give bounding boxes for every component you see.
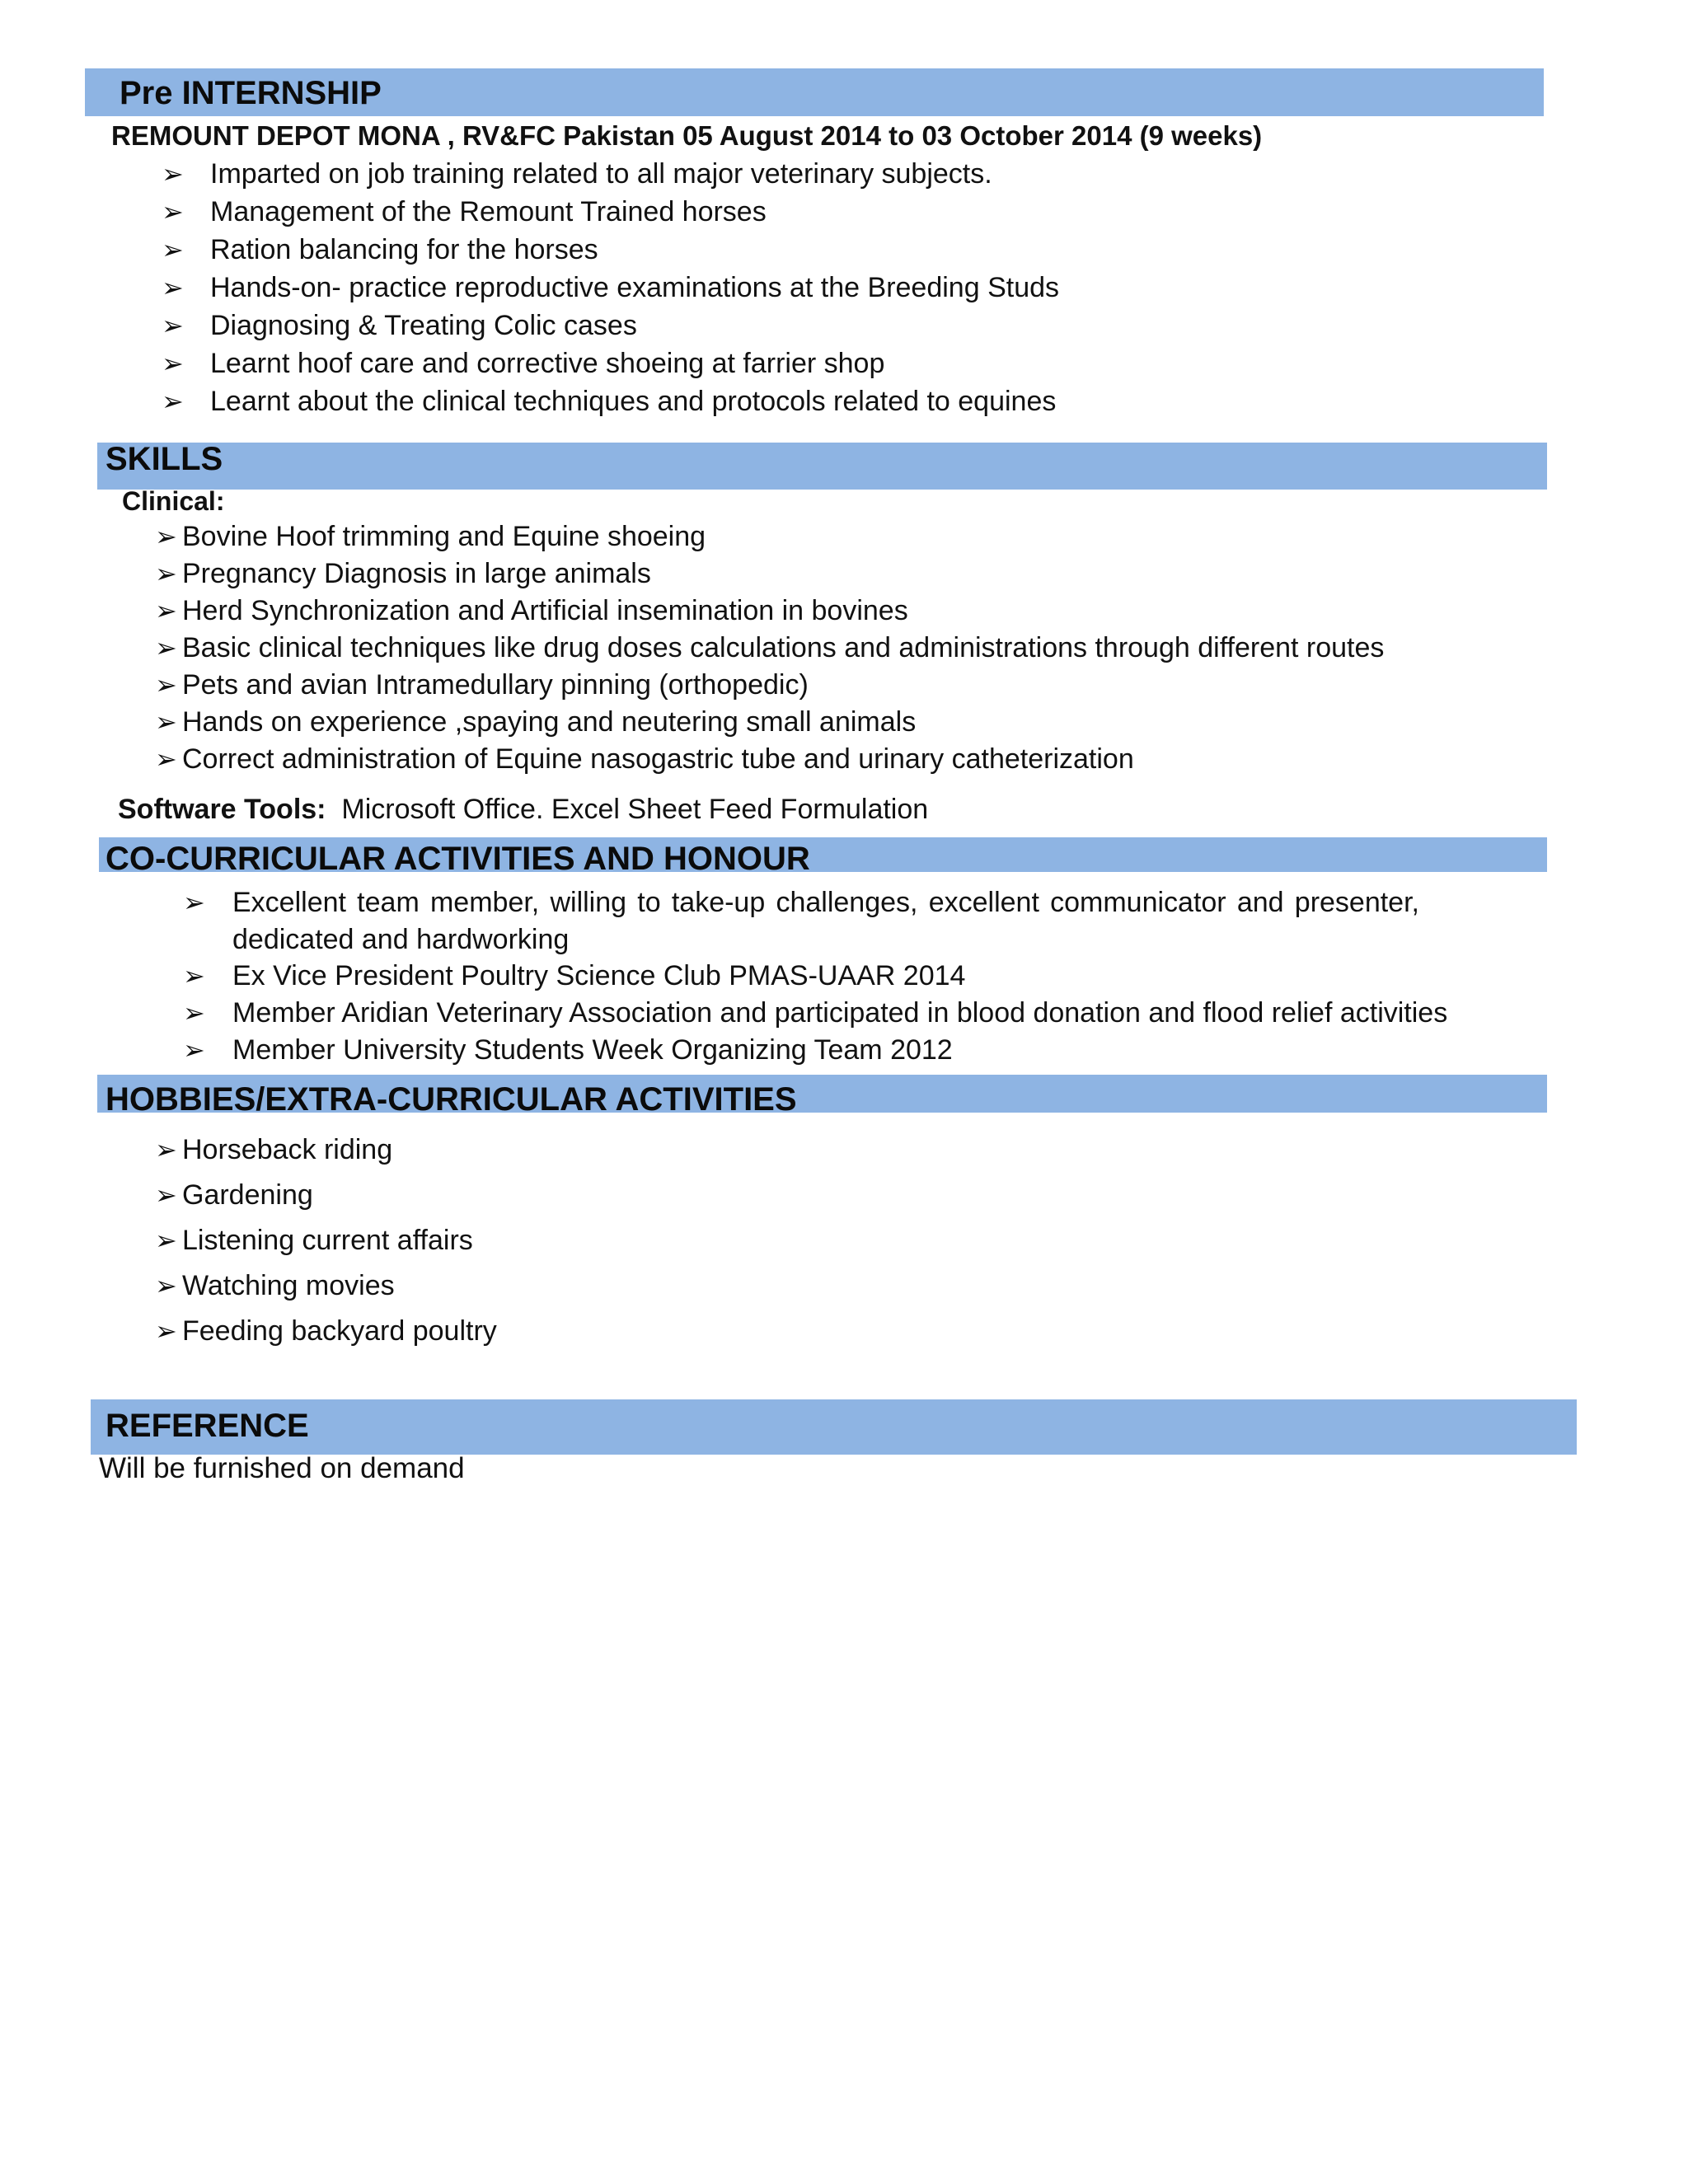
bullet-icon: ➢ bbox=[162, 349, 184, 378]
list-item: Learnt about the clinical techniques and protocols related to equines bbox=[210, 386, 1057, 417]
list-item: Bovine Hoof trimming and Equine shoeing bbox=[182, 521, 706, 552]
list-item: Pets and avian Intramedullary pinning (orthopedic) bbox=[182, 669, 809, 701]
list-item: Herd Synchronization and Artificial insemination in bovines bbox=[182, 595, 908, 626]
bullet-icon: ➢ bbox=[155, 670, 177, 700]
reference-heading: REFERENCE bbox=[106, 1408, 309, 1444]
bullet-icon: ➢ bbox=[162, 273, 184, 302]
list-item: Horseback riding bbox=[182, 1134, 393, 1165]
bullet-icon: ➢ bbox=[155, 1180, 177, 1210]
list-item: Listening current affairs bbox=[182, 1225, 473, 1256]
bullet-icon: ➢ bbox=[162, 387, 184, 416]
bullet-icon: ➢ bbox=[162, 197, 184, 227]
software-tools-label: Software Tools: bbox=[118, 794, 326, 825]
bullet-icon: ➢ bbox=[155, 1226, 177, 1255]
list-item: Learnt hoof care and corrective shoeing at farrier shop bbox=[210, 348, 885, 379]
co-curricular-heading: CO-CURRICULAR ACTIVITIES AND HONOUR bbox=[106, 841, 810, 877]
reference-band bbox=[91, 1399, 1577, 1455]
bullet-icon: ➢ bbox=[155, 1271, 177, 1301]
bullet-icon: ➢ bbox=[183, 1035, 205, 1065]
list-item: Imparted on job training related to all major veterinary subjects. bbox=[210, 158, 992, 190]
software-tools-value: Microsoft Office. Excel Sheet Feed Formulation bbox=[341, 794, 929, 825]
bullet-icon: ➢ bbox=[183, 961, 205, 991]
bullet-icon: ➢ bbox=[162, 159, 184, 189]
list-item: Watching movies bbox=[182, 1270, 395, 1301]
list-item: Pregnancy Diagnosis in large animals bbox=[182, 558, 651, 589]
list-item: Management of the Remount Trained horses bbox=[210, 196, 767, 227]
list-item: Member University Students Week Organizing Team 2012 bbox=[232, 1034, 953, 1066]
reference-text: Will be furnished on demand bbox=[99, 1452, 465, 1484]
list-item: Gardening bbox=[182, 1179, 313, 1211]
internship-subheading: REMOUNT DEPOT MONA , RV&FC Pakistan 05 August 2014 to 03 October 2014 (9 weeks) bbox=[111, 120, 1263, 151]
list-item: Ration balancing for the horses bbox=[210, 234, 598, 265]
bullet-icon: ➢ bbox=[162, 311, 184, 340]
list-item: Member Aridian Veterinary Association and participated in blood donation and flood relief activities bbox=[232, 997, 1448, 1029]
bullet-icon: ➢ bbox=[155, 522, 177, 551]
list-item: Hands on experience ,spaying and neutering small animals bbox=[182, 706, 917, 738]
hobbies-heading: HOBBIES/EXTRA-CURRICULAR ACTIVITIES bbox=[106, 1081, 797, 1118]
pre-internship-heading: Pre INTERNSHIP bbox=[120, 75, 382, 111]
bullet-icon: ➢ bbox=[183, 998, 205, 1028]
list-item: Diagnosing & Treating Colic cases bbox=[210, 310, 637, 341]
list-item: Excellent team member, willing to take-up challenges, excellent communicator and presenter, dedicated and hardworking bbox=[232, 887, 1419, 955]
list-item: Hands-on- practice reproductive examinations at the Breeding Studs bbox=[210, 272, 1060, 303]
clinical-label: Clinical: bbox=[122, 486, 225, 516]
skills-band bbox=[97, 443, 1547, 490]
list-item: Ex Vice President Poultry Science Club PMAS-UAAR 2014 bbox=[232, 960, 966, 991]
list-item: Basic clinical techniques like drug doses calculations and administrations through different routes bbox=[182, 632, 1385, 663]
bullet-icon: ➢ bbox=[155, 707, 177, 737]
bullet-icon: ➢ bbox=[155, 633, 177, 663]
list-item: Feeding backyard poultry bbox=[182, 1315, 497, 1347]
list-item: Correct administration of Equine nasogastric tube and urinary catheterization bbox=[182, 743, 1134, 775]
bullet-icon: ➢ bbox=[162, 235, 184, 265]
skills-heading: SKILLS bbox=[106, 441, 223, 477]
bullet-icon: ➢ bbox=[155, 596, 177, 626]
bullet-icon: ➢ bbox=[155, 1135, 177, 1165]
software-tools bbox=[118, 791, 928, 827]
bullet-icon: ➢ bbox=[155, 1316, 177, 1346]
bullet-icon: ➢ bbox=[155, 744, 177, 774]
bullet-icon: ➢ bbox=[183, 888, 205, 917]
bullet-icon: ➢ bbox=[155, 559, 177, 588]
